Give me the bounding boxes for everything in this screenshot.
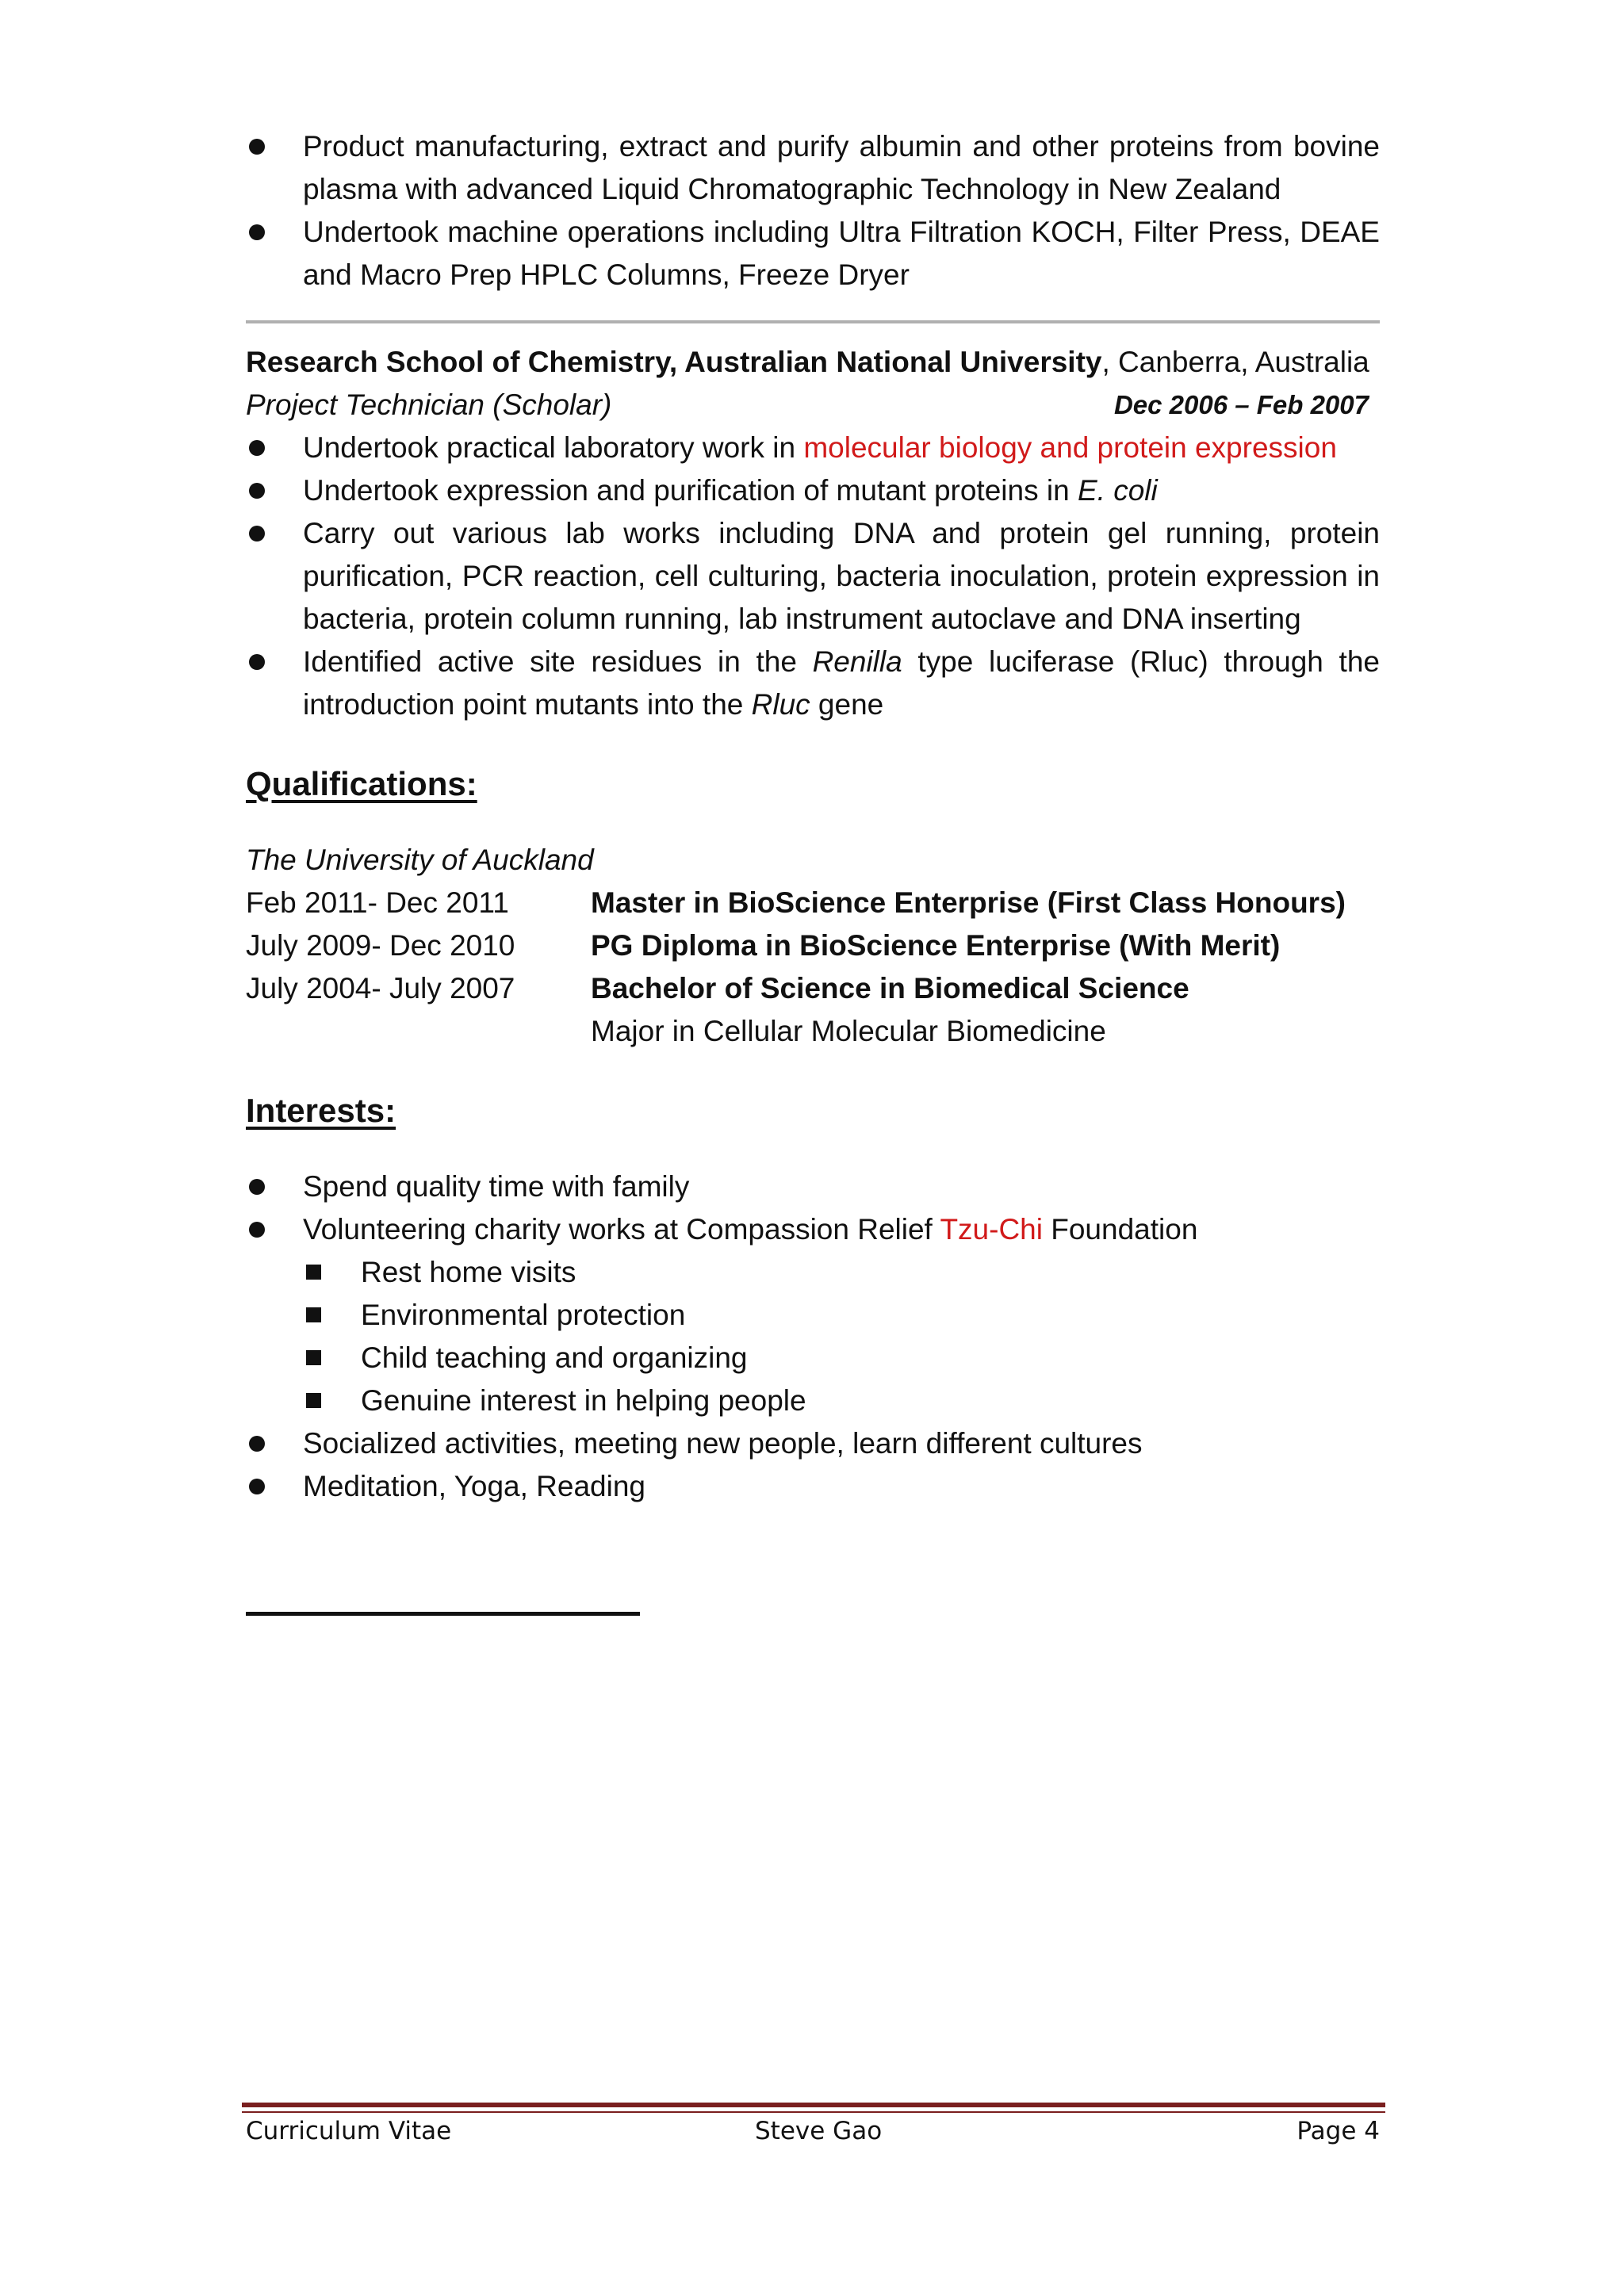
bullet-icon: [249, 526, 265, 541]
bullet-icon: [249, 139, 265, 155]
qualification-row: [246, 924, 1380, 967]
sub-list-item: Environmental protection: [246, 1294, 1380, 1337]
list-item: Meditation, Yoga, Reading: [246, 1465, 1380, 1508]
footer-page-number: Page 4: [1297, 2117, 1380, 2145]
qualification-date: July 2009- Dec 2010: [246, 929, 515, 962]
qualification-major-row: [246, 1010, 1380, 1053]
qualification-title: Bachelor of Science in Biomedical Science: [591, 972, 1189, 1004]
job-organization: Research School of Chemistry, Australian National University: [246, 346, 1102, 378]
list-item: Socialized activities, meeting new people, learn different cultures: [246, 1422, 1380, 1465]
interests-heading: Interests:: [246, 1092, 396, 1129]
page-footer: [246, 2111, 1380, 2151]
qualification-date: Feb 2011- Dec 2011: [246, 886, 509, 919]
square-bullet-icon: [306, 1265, 321, 1280]
list-item: Undertook expression and purification of mutant proteins in E. coli: [246, 469, 1380, 512]
section-divider: [246, 320, 1380, 323]
sub-list-item: Rest home visits: [246, 1251, 1380, 1294]
bullet-icon: [249, 440, 265, 456]
job-role-line: [246, 384, 1380, 427]
bullet-icon: [249, 1436, 265, 1452]
square-bullet-icon: [306, 1393, 321, 1408]
qualification-row: [246, 882, 1380, 924]
qualification-title: Master in BioScience Enterprise (First Class Honours): [591, 886, 1346, 919]
qualification-row: [246, 967, 1380, 1010]
list-item: Undertook practical laboratory work in molecular biology and protein expression: [246, 427, 1380, 469]
footer-author: Steve Gao: [755, 2117, 883, 2145]
bullet-icon: [249, 654, 265, 670]
qualification-date: July 2004- July 2007: [246, 972, 515, 1004]
square-bullet-icon: [306, 1307, 321, 1322]
bullet-icon: [249, 1222, 265, 1238]
footer-rule: [242, 2103, 1385, 2107]
square-bullet-icon: [306, 1350, 321, 1365]
bullet-icon: [249, 1179, 265, 1195]
job-org-line: [246, 341, 1380, 384]
list-item: Carry out various lab works including DNA and protein gel running, protein purification, PCR reaction, cell culturing, bacteria inoculation, protein expression in bacteria, protein column running, lab instrument autoclave and DNA inserting: [246, 512, 1380, 641]
cv-content: [246, 125, 1380, 1508]
footer-doc-title: Curriculum Vitae: [246, 2117, 452, 2145]
list-item: Product manufacturing, extract and purify albumin and other proteins from bovine plasma with advanced Liquid Chromatographic Technology in New Zealand: [246, 125, 1380, 211]
bullet-icon: [249, 1479, 265, 1494]
job-location: , Canberra, Australia: [1101, 346, 1369, 378]
qualification-major: Major in Cellular Molecular Biomedicine: [591, 1015, 1106, 1047]
qualification-institution: The University of Auckland: [246, 844, 594, 876]
list-item: Undertook machine operations including Ultra Filtration KOCH, Filter Press, DEAE and Macro Prep HPLC Columns, Freeze Dryer: [246, 211, 1380, 297]
sub-list-item: Child teaching and organizing: [246, 1337, 1380, 1380]
list-item: Spend quality time with family: [246, 1165, 1380, 1208]
list-item: Identified active site residues in the Renilla type luciferase (Rluc) through the introduction point mutants into the Rluc gene: [246, 641, 1380, 726]
highlight-text: molecular biology and protein expression: [803, 431, 1337, 464]
qualification-title: PG Diploma in BioScience Enterprise (With Merit): [591, 929, 1281, 962]
bullet-icon: [249, 224, 265, 240]
list-item: Volunteering charity works at Compassion Relief Tzu-Chi Foundation: [246, 1208, 1380, 1251]
qualifications-heading: Qualifications:: [246, 765, 477, 802]
highlight-text: Tzu-Chi: [940, 1213, 1043, 1246]
sub-list-item: Genuine interest in helping people: [246, 1380, 1380, 1422]
job-dates: Dec 2006 – Feb 2007: [1113, 390, 1369, 419]
bullet-icon: [249, 483, 265, 499]
job-role: Project Technician (Scholar): [246, 388, 612, 421]
end-rule: [246, 1612, 640, 1616]
